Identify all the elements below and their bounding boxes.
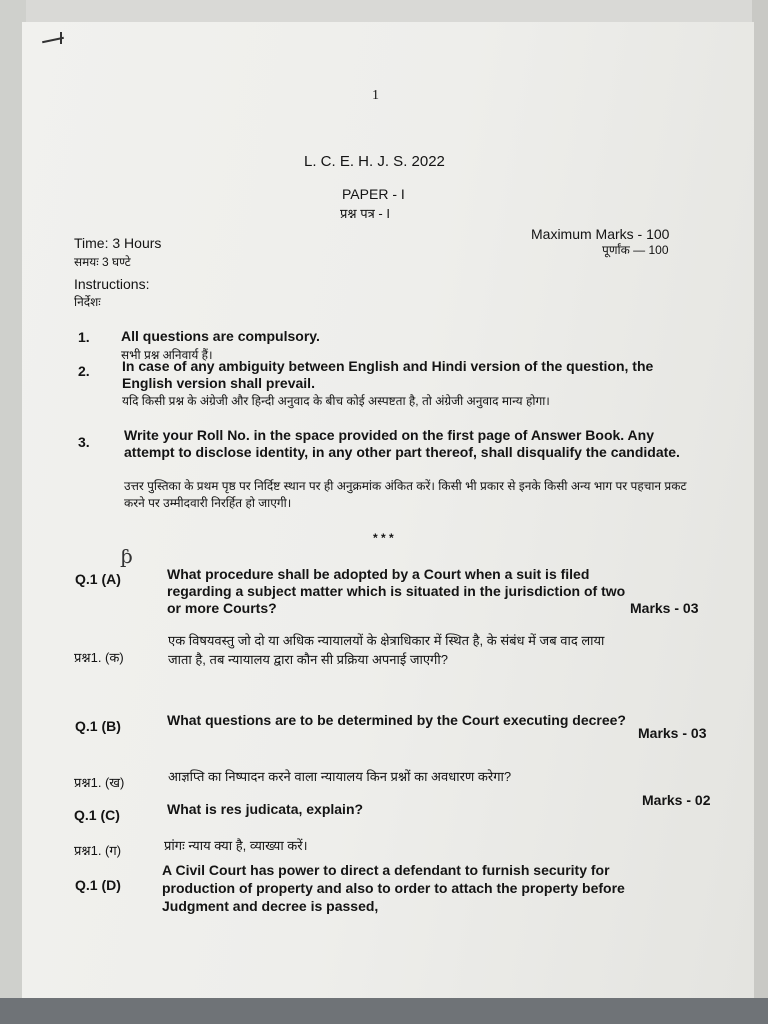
instructions-heading-hi: निर्देशः <box>74 295 101 309</box>
instruction-number: 1. <box>78 329 90 345</box>
question-text-en: What procedure shall be adopted by a Court when a suit is filed regarding a subject matter which is situated in the jurisdiction of two or more Courts? <box>167 566 626 616</box>
question-label-hi: प्रश्न1. (क) <box>74 650 124 665</box>
instruction-text-en: All questions are compulsory. <box>121 328 320 344</box>
instruction-text-en: Write your Roll No. in the space provided on the first page of Answer Book. Any attempt to disclose identity, in any other part thereof, shall disqualify the candidate. <box>124 427 680 460</box>
instruction-text-hi: उत्तर पुस्तिका के प्रथम पृष्ठ पर निर्दिष्ट स्थान पर ही अनुक्रमांक अंकित करें। किसी भी प्रकार से इनके किसी अन्य भाग पर पहचान प्रकट करने पर उम्मीदवारी निरर्हित हो जाएगी। <box>124 479 687 510</box>
question-marks: Marks - 03 <box>630 600 699 616</box>
question-text-en: A Civil Court has power to direct a defendant to furnish security for production of property and also to order to attach the property before Judgment and decree is passed, <box>162 862 625 914</box>
instruction-text-en: In case of any ambiguity between English and Hindi version of the question, the English version shall prevail. <box>122 358 654 391</box>
paper-title-hi: प्रश्न पत्र - I <box>340 206 390 221</box>
pen-mark <box>60 32 62 44</box>
question-marks: Marks - 03 <box>638 725 707 741</box>
question-marks: Marks - 02 <box>642 792 711 808</box>
question-label: Q.1 (C) <box>74 807 120 823</box>
paper-title-en: PAPER - I <box>342 186 405 202</box>
question-label: Q.1 (D) <box>75 877 121 893</box>
question-text-hi: एक विषयवस्तु जो दो या अधिक न्यायालयों के क्षेत्राधिकार में स्थित है, के संबंध में जब वाद लाया जाता है, तब न्यायालय द्वारा कौन सी प्रक्रिया अपनाई जाएगी? <box>168 633 605 667</box>
time-hi: समयः 3 घण्टे <box>74 255 131 269</box>
question-text-hi: प्रांगः न्याय क्या है, व्याख्या करें। <box>164 838 308 853</box>
instruction-text-hi: सभी प्रश्न अनिवार्य हैं। <box>121 348 213 362</box>
question-label-hi: प्रश्न1. (ग) <box>74 843 122 858</box>
page-number: 1 <box>372 88 379 103</box>
instructions-heading-en: Instructions: <box>74 276 150 292</box>
handwritten-mark: ƥ <box>120 544 133 568</box>
instruction-number: 3. <box>78 434 90 450</box>
question-text-hi: आज्ञप्ति का निष्पादन करने वाला न्यायालय किन प्रश्नों का अवधारण करेगा? <box>168 769 512 784</box>
max-marks-en: Maximum Marks - 100 <box>531 226 670 242</box>
time-en: Time: 3 Hours <box>74 235 162 251</box>
max-marks-hi: पूर्णांक — 100 <box>602 243 669 257</box>
question-label-hi: प्रश्न1. (ख) <box>74 775 125 790</box>
question-label: Q.1 (B) <box>75 718 121 734</box>
background-bottom <box>0 998 768 1024</box>
background-right <box>752 0 768 1024</box>
question-text-en: What questions are to be determined by the Court executing decree? <box>167 712 626 728</box>
question-text-en: What is res judicata, explain? <box>167 801 364 817</box>
instruction-text-hi: यदि किसी प्रश्न के अंग्रेजी और हिन्दी अनुवाद के बीच कोई अस्पष्टता है, तो अंग्रेजी अनुवाद मान्य होगा। <box>122 394 550 408</box>
question-label: Q.1 (A) <box>75 571 121 587</box>
exam-paper-sheet <box>22 22 754 998</box>
instruction-number: 2. <box>78 363 90 379</box>
separator: * * * <box>373 531 394 545</box>
exam-title: L. C. E. H. J. S. 2022 <box>304 153 445 170</box>
